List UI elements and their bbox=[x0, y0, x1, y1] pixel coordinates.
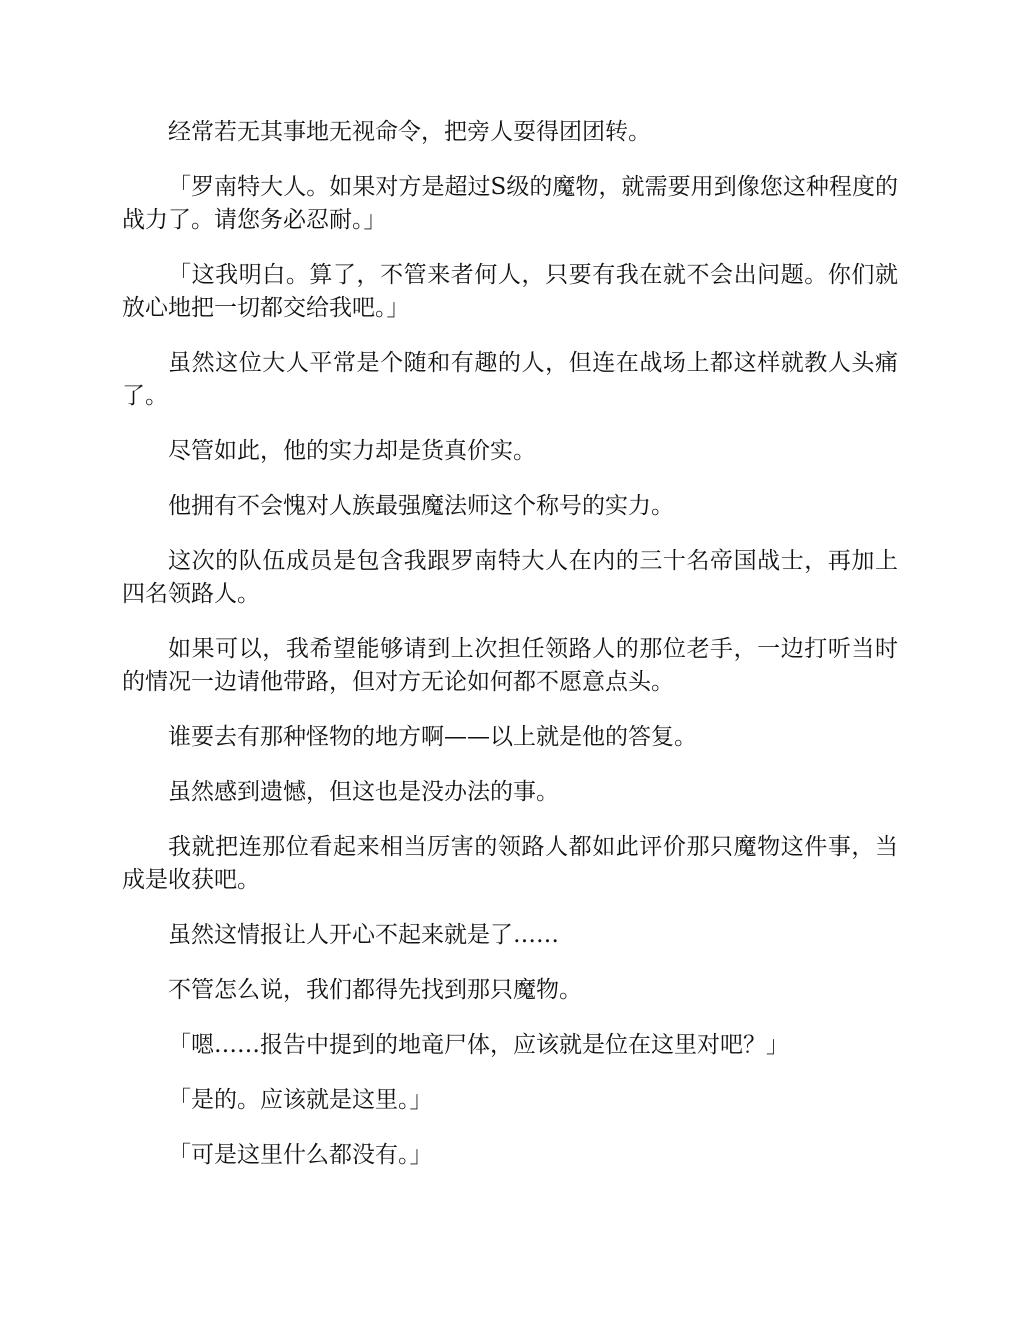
paragraph-13: 不管怎么说，我们都得先找到那只魔物。 bbox=[168, 977, 582, 1003]
paragraph-4: 虽然这位大人平常是个随和有趣的人，但连在战场上都这样就教人头痛了。 bbox=[122, 350, 898, 409]
paragraph-8: 如果可以，我希望能够请到上次担任领路人的那位老手，一边打听当时的情况一边请他带路，但对方无论如何都不愿意点头。 bbox=[122, 636, 898, 695]
paragraph-11: 我就把连那位看起来相当厉害的领路人都如此评价那只魔物这件事，当成是收获吧。 bbox=[122, 834, 898, 893]
paragraph-1: 经常若无其事地无视命令，把旁人耍得团团转。 bbox=[168, 119, 651, 145]
document-page bbox=[122, 116, 898, 1194]
paragraph-3: 「这我明白。算了，不管来者何人，只要有我在就不会出问题。你们就放心地把一切都交给我吧。」 bbox=[122, 262, 898, 321]
paragraph-2: 「罗南特大人。如果对方是超过S级的魔物，就需要用到像您这种程度的战力了。请您务必忍耐。」 bbox=[122, 174, 898, 233]
paragraph-6: 他拥有不会愧对人族最强魔法师这个称号的实力。 bbox=[168, 493, 674, 519]
paragraph-15: 「是的。应该就是这里。」 bbox=[168, 1087, 433, 1113]
paragraph-7: 这次的队伍成员是包含我跟罗南特大人在内的三十名帝国战士，再加上四名领路人。 bbox=[122, 548, 898, 607]
paragraph-9: 谁要去有那种怪物的地方啊——以上就是他的答复。 bbox=[168, 724, 697, 750]
paragraph-16: 「可是这里什么都没有。」 bbox=[168, 1142, 433, 1168]
paragraph-14: 「嗯……报告中提到的地竜尸体，应该就是位在这里对吧？」 bbox=[168, 1032, 789, 1058]
paragraph-10: 虽然感到遗憾，但这也是没办法的事。 bbox=[168, 779, 559, 805]
paragraph-12: 虽然这情报让人开心不起来就是了…… bbox=[168, 922, 559, 948]
paragraph-5: 尽管如此，他的实力却是货真价实。 bbox=[168, 438, 536, 464]
